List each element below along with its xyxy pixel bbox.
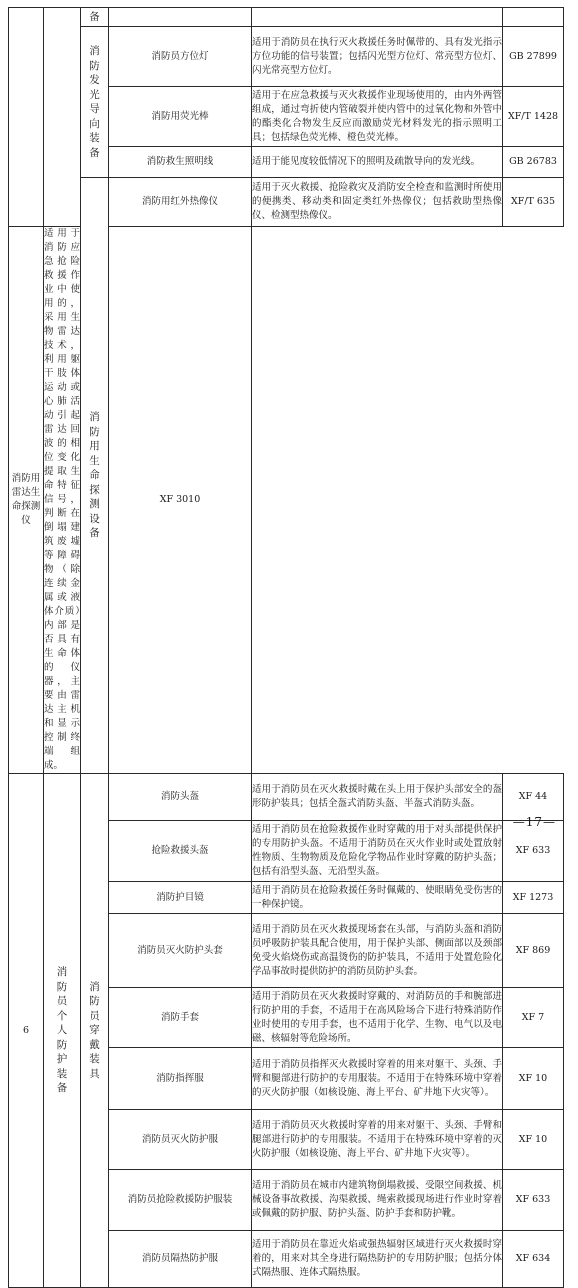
standard-code: GB 27899 [503,27,564,87]
equipment-name: 消防员方位灯 [109,27,252,87]
standard-code: XF 44 [503,774,564,821]
equipment-desc: 适用于能见度较低情况下的照明及疏散导向的发光线。 [252,147,503,178]
standard-code: XF 3010 [109,227,252,774]
standard-code: XF 10 [503,1048,564,1110]
equipment-name: 消防员灭火防护服 [109,1110,252,1170]
table-row [9,8,564,27]
standard-code: XF 869 [503,914,564,988]
equipment-name: 消防员隔热防护服 [109,1231,252,1288]
table-row [9,27,564,87]
equipment-desc: 适用于消防员在灭火救援时穿戴的、对消防员的手和腕部进行防护用的手套，不适用于在高风险场合下进行特殊消防作业时使用的专用手套，也不适用于化学、生物、电气以及电磁、核辐射等危险场所。 [252,988,503,1048]
category-cell [44,8,81,227]
equipment-name: 消防员灭火防护头套 [109,914,252,988]
standard-code: XF 10 [503,1110,564,1170]
seq-number: 6 [9,774,44,1288]
equipment-desc: 适用于消防员在灭火救援现场套在头部，与消防头盔和消防员呼吸防护装具配合使用，用于保护头部、侧面部以及颈部免受火焰烧伤或高温烫伤的防护装具，不适用于处置危险化学品事故时提供防护的消防员防护头套。 [252,914,503,988]
standards-table [8,7,564,1288]
group-label: 消防用生命探测设备 [81,178,109,774]
standard-code: GB 26783 [503,147,564,178]
standard-code: XF 633 [503,821,564,882]
equipment-name: 消防救生照明线 [109,147,252,178]
equipment-desc: 适用于消防员在靠近火焰或强热辐射区域进行灭火救援时穿着的，用来对其全身进行隔热防护的专用防护服；包括分体式隔热服、连体式隔热服。 [252,1231,503,1288]
group-label: 消防员穿戴装具 [81,774,109,1288]
table-row [9,774,564,821]
equipment-name: 抢险救援头盔 [109,821,252,882]
standard-code: XF 7 [503,988,564,1048]
standard-code: XF 633 [503,1170,564,1231]
standard-code: XF 634 [503,1231,564,1288]
equipment-desc: 适用于消防应急抢险救援作业中使用的，采用生物雷达技术，利用躯干肢体运动或心肺活动引起雷达回波的相位变化提取生命特征信号，判断在倒塌建筑废墟等障碍物（除连续金属或液体介质）内部是否具有生命体的仪器，主要由雷达主机和显示控制终端组成。 [44,227,81,774]
equipment-name: 消防用荧光棒 [109,87,252,147]
equipment-name: 消防员抢险救援防护服装 [109,1170,252,1231]
equipment-desc: 适用于灭火救援、抢险救灾及消防安全检查和监测时所使用的便携类、移动类和固定类红外热像仪；包括救助型热像仪、检测型热像仪。 [252,178,503,227]
equipment-name: 消防手套 [109,988,252,1048]
equipment-desc: 适用于消防员在抢险救援作业时穿戴的用于对头部提供保护的专用防护头盔。不适用于消防员在灭火作业时或处置放射性物质、生物物质及危险化学物品作业时穿戴的防护头盔；包括有沿型头盔、无沿型头盔。 [252,821,503,882]
equipment-desc: 适用于消防员在执行灭火救援任务时佩带的、具有发光指示方位功能的信号装置；包括闪光型方位灯、常亮型方位灯、闪光常亮型方位灯。 [252,27,503,87]
table-row [9,178,564,227]
seq-cell [9,8,44,227]
standard-code: XF 1273 [503,882,564,914]
equipment-name: 消防指挥服 [109,1048,252,1110]
equipment-desc: 适用于在应急救援与灭火救援作业现场使用的，由内外两管组成，通过弯折使内管破裂并使内管中的过氧化物和外管中的酯类化合物发生反应而激励荧光材料发光的指示照明工具；包括绿色荧光棒、橙色荧光棒。 [252,87,503,147]
equipment-desc: 适用于消防员在抢险救援任务时佩戴的、使眼睛免受伤害的一种保护镜。 [252,882,503,914]
equipment-name: 消防用雷达生命探测仪 [9,227,44,774]
category-label: 消防员个人防护装备 [44,774,81,1288]
equipment-desc: 适用于消防员在城市内建筑物倒塌救援、受限空间救援、机械设备事故救援、沟渠救援、绳索救援现场进行作业时穿着或佩戴的防护服、防护头盔、防护手套和防护靴。 [252,1170,503,1231]
equipment-name: 消防头盔 [109,774,252,821]
equipment-name: 消防护目镜 [109,882,252,914]
group-label: 消防发光导向装备 [81,27,109,178]
equipment-desc: 适用于消防员指挥灭火救援时穿着的用来对躯干、头颈、手臂和腿部进行防护的专用服装。不适用于在特殊环境中穿着的灭火防护服（如核设施、海上平台、矿井地下火灾等）。 [252,1048,503,1110]
standard-code: XF/T 1428 [503,87,564,147]
equipment-desc: 适用于消防员灭火救援时穿着的用来对躯干、头颈、手臂和腿部进行防护的专用服装。不适用于在特殊环境中穿着的灭火防护服（如核设施、海上平台、矿井地下火灾等）。 [252,1110,503,1170]
equipment-desc: 适用于消防员在灭火救援时戴在头上用于保护头部安全的盔形防护装具；包括全盔式消防头盔、半盔式消防头盔。 [252,774,503,821]
standard-code: XF/T 635 [503,178,564,227]
group-label: 备 [81,8,109,27]
equipment-name: 消防用红外热像仪 [109,178,252,227]
page-number: —17— [512,815,556,829]
